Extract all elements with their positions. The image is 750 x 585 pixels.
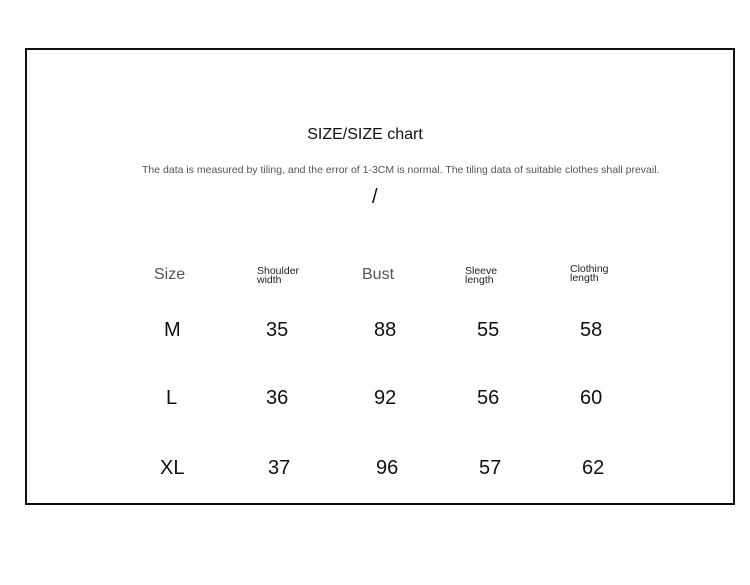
header-clothing-length: Clothing length — [570, 263, 609, 284]
header-shoulder-width: Shoulder width — [257, 265, 300, 286]
row-xl-shoulder: 37 — [268, 457, 291, 479]
header-size: Size — [154, 266, 186, 283]
row-l-shoulder: 36 — [266, 387, 289, 409]
row-l-bust: 92 — [374, 387, 397, 409]
row-m-clothing: 58 — [580, 319, 603, 341]
row-xl-sleeve: 57 — [479, 457, 502, 479]
row-xl-bust: 96 — [376, 457, 399, 479]
separator-slash: / — [372, 186, 378, 208]
row-xl-clothing: 62 — [582, 457, 605, 479]
row-m-bust: 88 — [374, 319, 397, 341]
row-xl-size: XL — [160, 457, 185, 479]
row-l-size: L — [166, 387, 178, 409]
row-l-sleeve: 56 — [477, 387, 500, 409]
row-m-size: M — [164, 319, 181, 341]
header-bust: Bust — [362, 266, 395, 283]
header-sleeve-length: Sleeve length — [465, 265, 498, 286]
row-m-sleeve: 55 — [477, 319, 500, 341]
measurement-note: The data is measured by tiling, and the error of 1-3CM is normal. The tiling data of suitable clothes shall prevail. — [142, 164, 660, 176]
chart-title: SIZE/SIZE chart — [307, 126, 423, 143]
row-m-shoulder: 35 — [266, 319, 289, 341]
row-l-clothing: 60 — [580, 387, 603, 409]
